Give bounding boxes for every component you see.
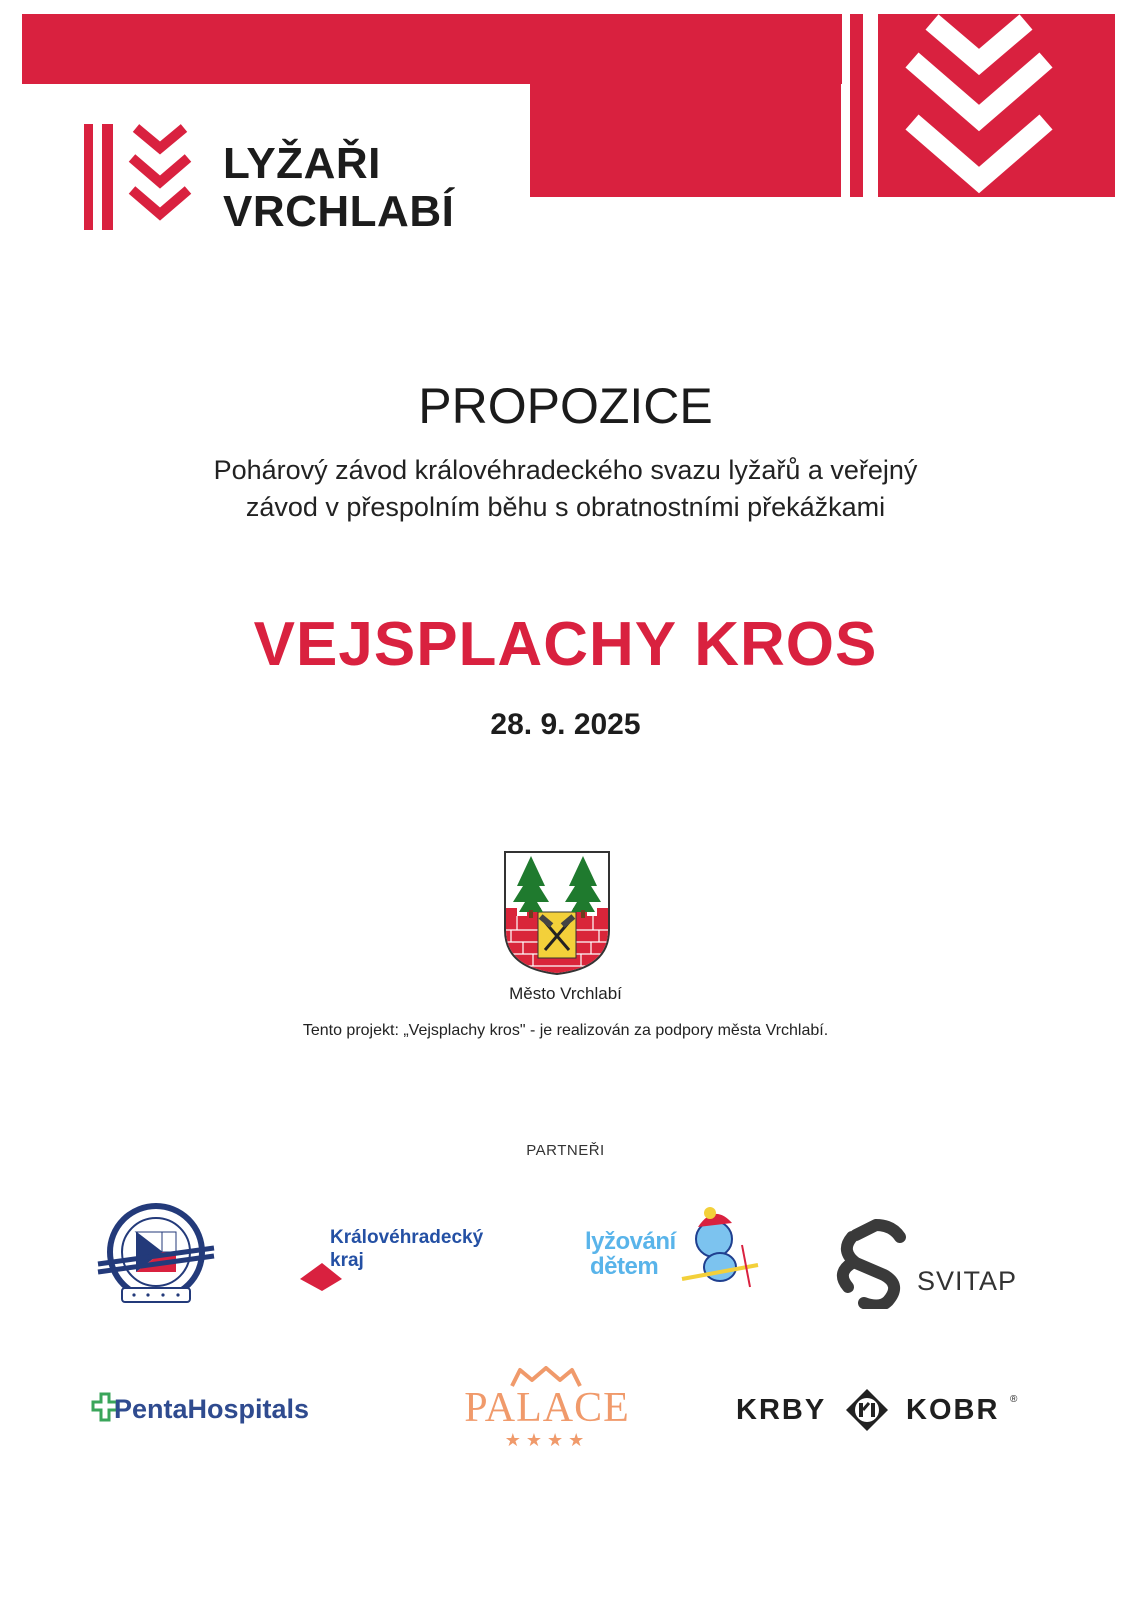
header-red-block [530,84,841,197]
penta-hospitals-wordmark: PentaHospitals [114,1394,310,1424]
kh-kraj-name-line2: kraj [330,1250,364,1271]
club-logo-mark [84,124,194,230]
lyzovani-text-line1: lyžování [585,1228,676,1255]
palace-wordmark: PALACE [464,1385,630,1431]
club-name-line1: LYŽAŘI [223,139,381,188]
subtitle-line1: Pohárový závod královéhradeckého svazu lyžařů a veřejný [213,455,918,485]
document-title: PROPOZICE [418,378,713,434]
club-name-line2: VRCHLABÍ [223,187,455,236]
kobr-emblem-icon [845,1388,889,1432]
partners-heading: PARTNEŘI [526,1142,605,1159]
svitap-mark [832,1217,908,1309]
city-coat-of-arms [503,850,611,976]
svitap-wordmark: SVITAP [917,1266,1018,1296]
city-label: Město Vrchlabí [509,984,622,1003]
lyzovani-text-line2: dětem [590,1253,659,1280]
kh-kraj-name-line1: Královéhradecký [330,1227,484,1248]
svaz-lyzaru-logo [96,1198,216,1310]
support-note: Tento projekt: „Vejsplachy kros" - je realizován za podpory města Vrchlabí. [302,1022,829,1039]
kobr-wordmark: KOBR [906,1394,1000,1426]
krby-wordmark: KRBY [736,1394,827,1426]
kobr-registered-mark: ® [1010,1394,1018,1405]
event-date: 28. 9. 2025 [490,708,641,741]
subtitle-line2: závod v přespolním běhu s obratnostními překážkami [245,492,886,522]
event-name: VEJSPLACHY KROS [253,610,878,679]
palace-stars: ★★★★ [504,1430,590,1450]
club-emblem-large [842,14,1115,197]
